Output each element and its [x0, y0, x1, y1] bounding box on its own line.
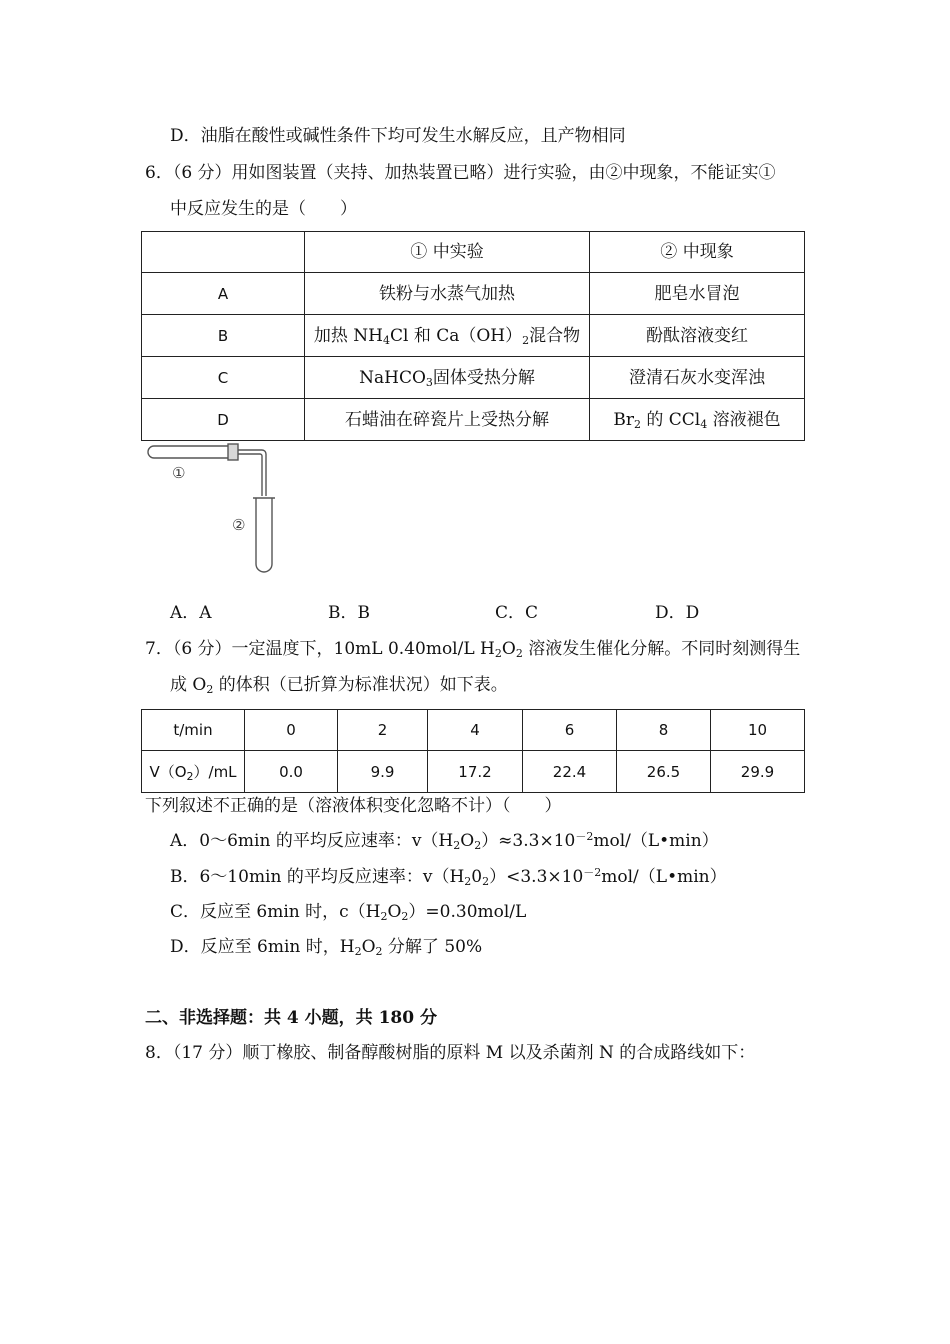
section2-heading: 二、非选择题：共 4 小题，共 180 分 — [145, 1008, 437, 1028]
q7-volume-label: $V(O_2)/mL$ — [142, 751, 245, 793]
q7-volume-cell: 0.0 — [245, 751, 338, 793]
stopper — [228, 444, 238, 460]
apparatus-figure — [140, 440, 280, 580]
q6-header-empty — [142, 232, 305, 273]
tube1-label: ① — [172, 464, 186, 482]
q6-row-a-phenomenon: 肥皂水冒泡 — [590, 273, 805, 315]
q7-stem-line2: 成 $O_2$ 的体积（已折算为标准状况）如下表。 — [170, 675, 508, 696]
q6-row-c-experiment: NaHCO$_3$固体受热分解 — [305, 357, 590, 399]
q6-header-experiment: ① 中实验 — [305, 232, 590, 273]
q7-stem-line1: 7．（6 分）一定温度下，10mL 0.40mol/L $H_2O_2$ 溶液发生催化分解。不同时刻测得生 — [145, 639, 801, 660]
q7-option-c: C．反应至 6min 时，$c(H_2O_2)=0.30mol/L$ — [170, 902, 527, 923]
q6-option-d: D．D — [655, 603, 700, 623]
horizontal-test-tube — [148, 446, 228, 458]
q7-time-cell: 4 — [428, 710, 523, 751]
q7-time-cell: 0 — [245, 710, 338, 751]
q7-time-cell: 6 — [523, 710, 617, 751]
q7-option-a: A．0～6min 的平均反应速率：$v(H_2O_2)\approx 3.3\times 10^{-2}mol/(L•\min)$ — [170, 830, 719, 852]
q6-row-c-phenomenon: 澄清石灰水变浑浊 — [590, 357, 805, 399]
q7-question: 下列叙述不正确的是（溶液体积变化忽略不计）（ ） — [145, 796, 562, 816]
q6-row-a-label: A — [142, 273, 305, 315]
q7-time-cell: 2 — [338, 710, 428, 751]
q7-volume-cell: 9.9 — [338, 751, 428, 793]
q7-volume-cell: 17.2 — [428, 751, 523, 793]
q6-row-d-phenomenon: $Br_2$ 的 CCl$_4$ 溶液褪色 — [590, 399, 805, 441]
q6-row-c-label: C — [142, 357, 305, 399]
q7-volume-cell: 29.9 — [711, 751, 805, 793]
q6-stem-line2: 中反应发生的是（ ） — [170, 199, 357, 219]
q6-option-a: A．A — [170, 603, 212, 623]
vertical-test-tube — [256, 498, 272, 572]
tube2-label: ② — [232, 516, 246, 534]
q6-row-d-experiment: 石蜡油在碎瓷片上受热分解 — [305, 399, 590, 441]
q6-row-d-label: D — [142, 399, 305, 441]
q7-table — [141, 709, 805, 793]
q7-time-cell: 10 — [711, 710, 805, 751]
q6-option-b: B．B — [328, 603, 370, 623]
q7-option-d: D．反应至 6min 时，$H_2O_2$ 分解了 50% — [170, 937, 483, 958]
q7-time-cell: 8 — [617, 710, 711, 751]
q8-stem: 8．（17 分）顺丁橡胶、制备醇酸树脂的原料 M 以及杀菌剂 N 的合成路线如下： — [145, 1043, 756, 1063]
q6-table — [141, 231, 805, 441]
q7-volume-cell: 22.4 — [523, 751, 617, 793]
q6-header-phenomenon: ② 中现象 — [590, 232, 805, 273]
q6-row-b-phenomenon: 酚酞溶液变红 — [590, 315, 805, 357]
q6-row-b-label: B — [142, 315, 305, 357]
delivery-tube — [238, 450, 266, 496]
q6-row-b-experiment: 加热 $NH_4Cl$ 和 $Ca(OH)_2$混合物 — [305, 315, 590, 357]
q7-option-b: B．6～10min 的平均反应速率：$v(H_20_2)<3.3\times 10^{-2}mol/(L•\min)$ — [170, 866, 727, 888]
q6-row-a-experiment: 铁粉与水蒸气加热 — [305, 273, 590, 315]
q6-stem-line1: 6．（6 分）用如图装置（夹持、加热装置已略）进行实验，由②中现象，不能证实① — [145, 163, 776, 183]
q6-option-c: C．C — [495, 603, 539, 623]
q7-volume-cell: 26.5 — [617, 751, 711, 793]
q5-option-d: D．油脂在酸性或碱性条件下均可发生水解反应，且产物相同 — [170, 126, 626, 146]
q7-time-label: t/min — [142, 710, 245, 751]
